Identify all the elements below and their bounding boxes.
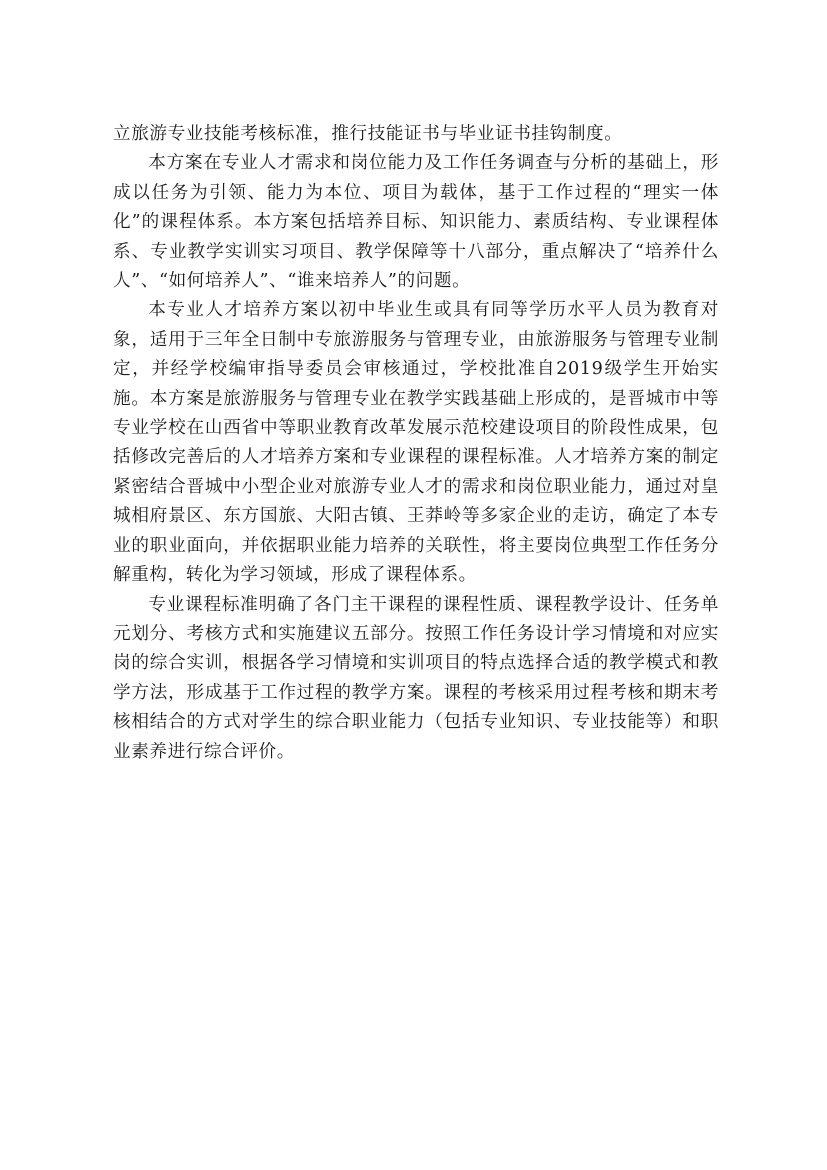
paragraph-continuation: 立旅游专业技能考核标准，推行技能证书与毕业证书挂钩制度。	[113, 124, 623, 144]
paragraph-course-standard: 专业课程标准明确了各门主干课程的课程性质、课程教学设计、任务单元划分、考核方式和实施建议五部分。按照工作任务设计学习情境和对应实岗的综合实训，根据各学习情境和实训项目的特点选择合适的教学模式和教学方法，形成基于工作过程的教学方案。课程的考核采用过程考核和期末考核相结合的方式对学生的综合职业能力（包括专业知识、专业技能等）和职业素养进行综合评价。	[113, 594, 719, 762]
paragraph-scheme-overview: 本方案在专业人才需求和岗位能力及工作任务调查与分析的基础上，形成以任务为引领、能力为本位、项目为载体，基于工作过程的“理实一体化”的课程体系。本方案包括培养目标、知识能力、素质结构、专业课程体系、专业教学实训实习项目、教学保障等十八部分，重点解决了“培养什么人”、“如何培养人”、“谁来培养人”的问题。	[113, 153, 719, 292]
document-body	[113, 120, 719, 767]
paragraph-training-target: 本专业人才培养方案以初中毕业生或具有同等学历水平人员为教育对象，适用于三年全日制中专旅游服务与管理专业，由旅游服务与管理专业制定，并经学校编审指导委员会审核通过，学校批准自2019级学生开始实施。本方案是旅游服务与管理专业在教学实践基础上形成的，是晋城市中等专业学校在山西省中等职业教育改革发展示范校建设项目的阶段性成果，包括修改完善后的人才培养方案和专业课程的课程标准。人才培养方案的制定紧密结合晋城中小型企业对旅游专业人才的需求和岗位职业能力，通过对皇城相府景区、东方国旅、大阳古镇、王莽岭等多家企业的走访，确定了本专业的职业面向，并依据职业能力培养的关联性，将主要岗位典型工作任务分解重构，转化为学习领域，形成了课程体系。	[113, 300, 719, 586]
